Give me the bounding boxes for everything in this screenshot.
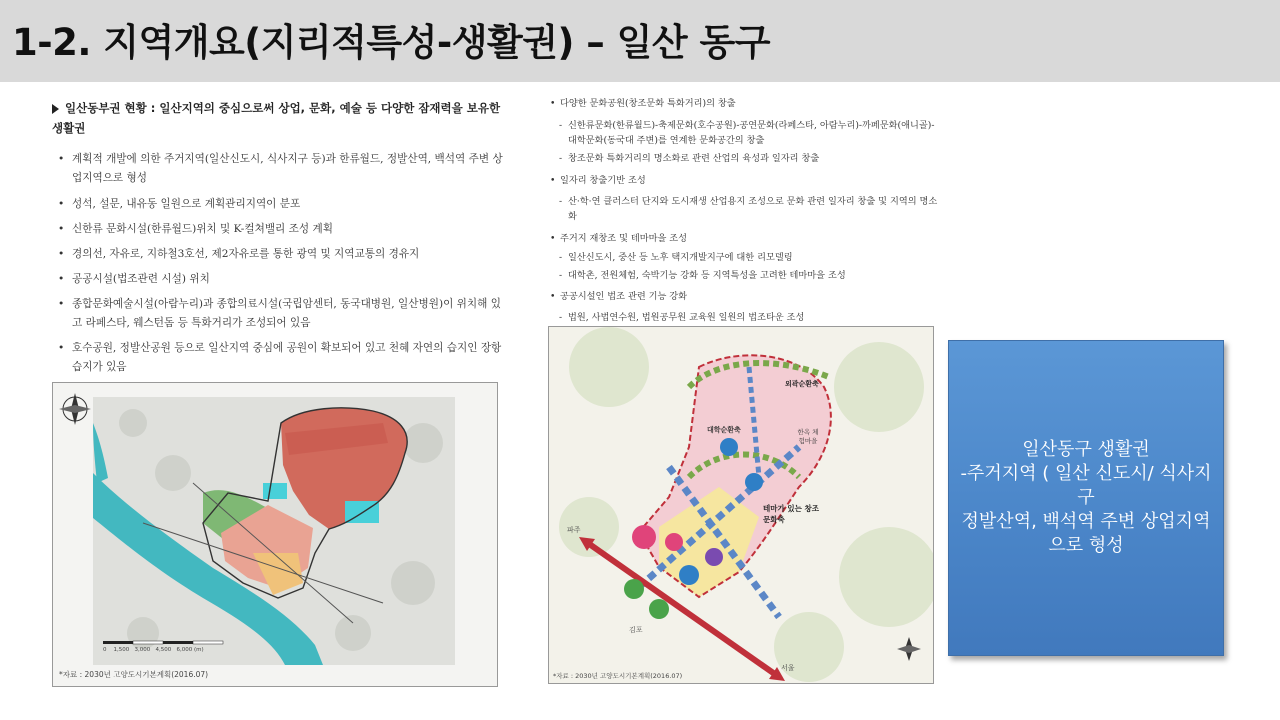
right-list-item: - 법원, 사법연수원, 법원공무원 교육원 일원의 법조타운 조성	[548, 310, 940, 325]
left-bullet-list	[52, 150, 504, 377]
scale-bar	[103, 641, 223, 644]
left-bullet-item: • 경의선, 자유로, 지하철3호선, 제2자유로를 통한 광역 및 지역교통의 경유지	[52, 245, 504, 264]
left-map-source: *자료 : 2030년 고양도시기본계획(2016.07)	[59, 670, 209, 679]
summary-callout-box	[948, 340, 1224, 656]
left-document-page	[52, 92, 522, 692]
right-list-item: - 산·학·연 클러스터 단지와 도시재생 산업용지 조성으로 문화 관련 일자리 창출 및 지역의 명소화	[548, 194, 940, 224]
left-page-heading-text: 일산동부권 현황 : 일산지역의 중심으로써 상업, 문화, 예술 등 다양한 잠재력을 보유한 생활권	[52, 101, 501, 135]
right-list-item: - 신한류문화(한류월드)-축제문화(호수공원)-공연문화(라페스타, 아람누리)-까페문화(애니골)-대학문화(동국대 주변)를 연계한 문화공간의 창출	[548, 118, 940, 148]
title-bar	[0, 0, 1280, 82]
right-list-item: • 주거지 재창조 및 테마마을 조성	[548, 231, 940, 246]
village-label: 한옥 체험마을	[797, 428, 819, 445]
left-bullet-item: • 계획적 개발에 의한 주거지역(일산신도시, 식사지구 등)과 한류월드, 정발산역, 백석역 주변 상업지역으로 형성	[52, 150, 504, 188]
axis-label-outer: 외곽순환축	[785, 380, 819, 388]
map-scale-label: 0 1,500 3,000 4,500 6,000 (m)	[103, 647, 204, 653]
right-list-item: - 창조문화 특화거리의 명소화로 관련 산업의 육성과 일자리 창출	[548, 151, 940, 166]
left-bullet-item: • 성석, 설문, 내유동 일원으로 계획관리지역이 분포	[52, 195, 504, 214]
page-title: 1-2. 지역개요(지리적특성-생활권) – 일산 동구	[12, 21, 770, 64]
seoul-label: 서울	[781, 664, 795, 672]
summary-callout-text: 일산동구 생활권 -주거지역 ( 일산 신도시/ 식사지구 정발산역, 백석역 주변 상업지역으로 형성	[960, 439, 1212, 556]
zoning-map-graphic	[53, 383, 497, 686]
right-map-source: *자료 : 2030년 고양도시기본계획(2016.07)	[553, 672, 683, 680]
gimpo-label: 김포	[629, 626, 643, 634]
cultural-axis-plan-map	[548, 326, 934, 684]
left-bullet-item: • 호수공원, 정발산공원 등으로 일산지역 중심에 공원이 확보되어 있고 천혜 자연의 습지인 장항습지가 있음	[52, 339, 504, 377]
right-list-item: - 대학촌, 전원체험, 숙박기능 강화 등 지역특성을 고려한 테마마을 조성	[548, 268, 940, 283]
left-bullet-item: • 공공시설(법조관련 시설) 위치	[52, 270, 504, 289]
right-list-item: • 일자리 창출기반 조성	[548, 173, 940, 188]
ilsan-dong-gu-zoning-map	[52, 382, 498, 687]
right-list-item: • 다양한 문화공원(창조문화 특화거리)의 창출	[548, 96, 940, 111]
left-page-heading	[52, 98, 502, 138]
left-bullet-item: • 종합문화예술시설(아람누리)과 종합의료시설(국립암센터, 동국대병원, 일산병원)이 위치해 있고 라페스타, 웨스턴돔 등 특화거리가 조성되어 있음	[52, 295, 504, 333]
right-bullet-list	[548, 96, 940, 325]
right-list-item: - 일산신도시, 중산 등 노후 택지개발지구에 대한 리모델링	[548, 250, 940, 265]
triangle-bullet-icon	[52, 104, 59, 114]
axis-plan-graphic	[549, 327, 933, 683]
right-list-item: • 공공시설인 법조 관련 기능 강화	[548, 289, 940, 304]
left-bullet-item: • 신한류 문화시설(한류월드)위치 및 K-컬쳐밸리 조성 계획	[52, 220, 504, 239]
right-document-page	[548, 96, 942, 686]
theme-axis-label: 테마가 있는 창조 문화축	[763, 504, 819, 524]
north-arrow-icon	[59, 393, 91, 425]
axis-label-university: 대학순환축	[707, 426, 741, 434]
paju-label: 파주	[567, 526, 581, 534]
